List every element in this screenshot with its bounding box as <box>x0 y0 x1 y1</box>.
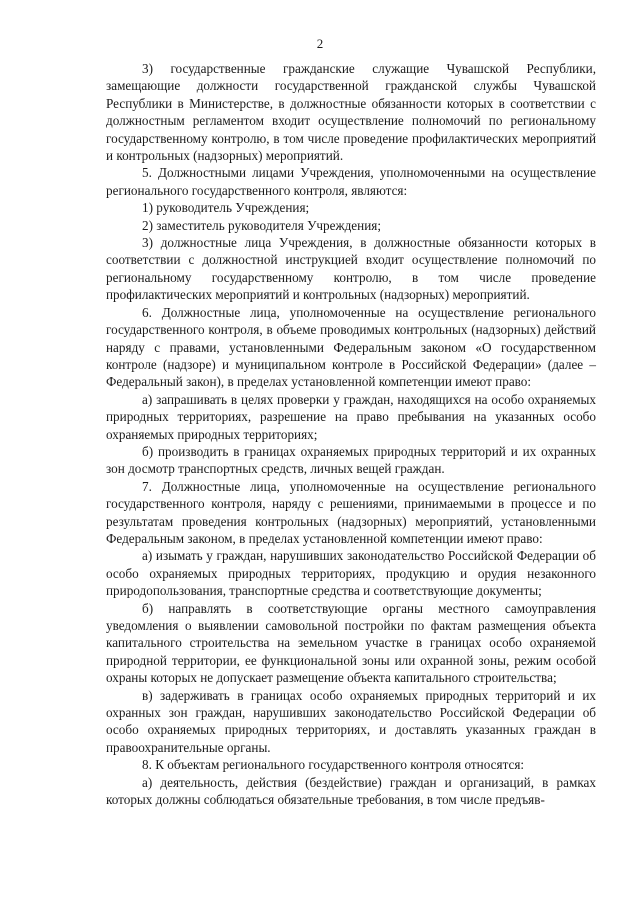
paragraph-7-rights-intro: 7. Должностные лица, уполномоченные на осуществление регионального государственного контроля, наряду с решениями, принимаемыми в процессе и по результатам проведения контрольных (надзорных) мероприятий, установленными Федеральным законом, в пределах установленной компетенции имеют право: <box>106 478 596 546</box>
paragraph-5-item-3: 3) должностные лица Учреждения, в должностные обязанности которых в соответствии с должностной инструкцией входит осуществление полномочий по региональному государственному контролю, в том числе проведение профилактических мероприятий и контрольных (надзорных) мероприятий. <box>106 235 596 303</box>
paragraph-6-item-a: а) запрашивать в целях проверки у граждан, находящихся на особо охраняемых природных территориях, разрешение на право пребывания на указанных особо охраняемых природных территориях; <box>106 391 596 442</box>
paragraph-3-civil-servants: 3) государственные гражданские служащие Чувашской Республики, замещающие должности государственной гражданской службы Чувашской Республики в Министерстве, в должностные обязанности которых в соответствии с должностным регламентом входит осуществление полномочий по региональному государственному контролю, в том числе проведение профилактических мероприятий и контрольных (надзорных) мероприятий. <box>106 61 596 164</box>
document-body <box>106 60 596 808</box>
page-number: 2 <box>316 36 324 51</box>
paragraph-5-item-2: 2) заместитель руководителя Учреждения; <box>142 217 382 233</box>
paragraph-8-objects-intro: 8. К объектам регионального государственного контроля относятся: <box>142 757 525 773</box>
paragraph-5-officials-intro: 5. Должностными лицами Учреждения, уполномоченными на осуществление регионального государственного контроля, являются: <box>106 165 596 198</box>
paragraph-5-item-1: 1) руководитель Учреждения; <box>142 200 310 216</box>
paragraph-6-rights-intro: 6. Должностные лица, уполномоченные на осуществление регионального государственного контроля, в объеме проводимых контрольных (надзорных) действий наряду с правами, установленными Федеральным законом «О государственном контроле (надзоре) и муниципальном контроле в Российской Федерации» (далее – Федеральный закон), в пределах установленной компетенции имеют право: <box>106 304 596 390</box>
paragraph-8-item-a: а) деятельность, действия (бездействие) граждан и организаций, в рамках которых должны соблюдаться обязательные требования, в том числе предъяв- <box>106 774 596 808</box>
paragraph-6-item-b: б) производить в границах охраняемых природных территорий и их охранных зон досмотр транспортных средств, личных вещей граждан. <box>106 443 596 477</box>
paragraph-7-item-b: б) направлять в соответствующие органы местного самоуправления уведомления о выявлении самовольной постройки по фактам размещения объекта капитального строительства на земельном участке в границах особо охраняемой природной территории, ее функциональной зоны или охранной зоны, режим особой охраны которых не допускает размещение объекта капитального строительства; <box>106 600 596 686</box>
paragraph-7-item-v: в) задерживать в границах особо охраняемых природных территорий и их охранных зон граждан, нарушивших законодательство Российской Федерации об особо охраняемых природных территориях, и доставлять указанных граждан в правоохранительные органы. <box>106 687 596 755</box>
paragraph-7-item-a: а) изымать у граждан, нарушивших законодательство Российской Федерации об особо охраняемых природных территориях, продукцию и орудия незаконного природопользования, транспортные средства и соответствующие документы; <box>106 548 596 599</box>
